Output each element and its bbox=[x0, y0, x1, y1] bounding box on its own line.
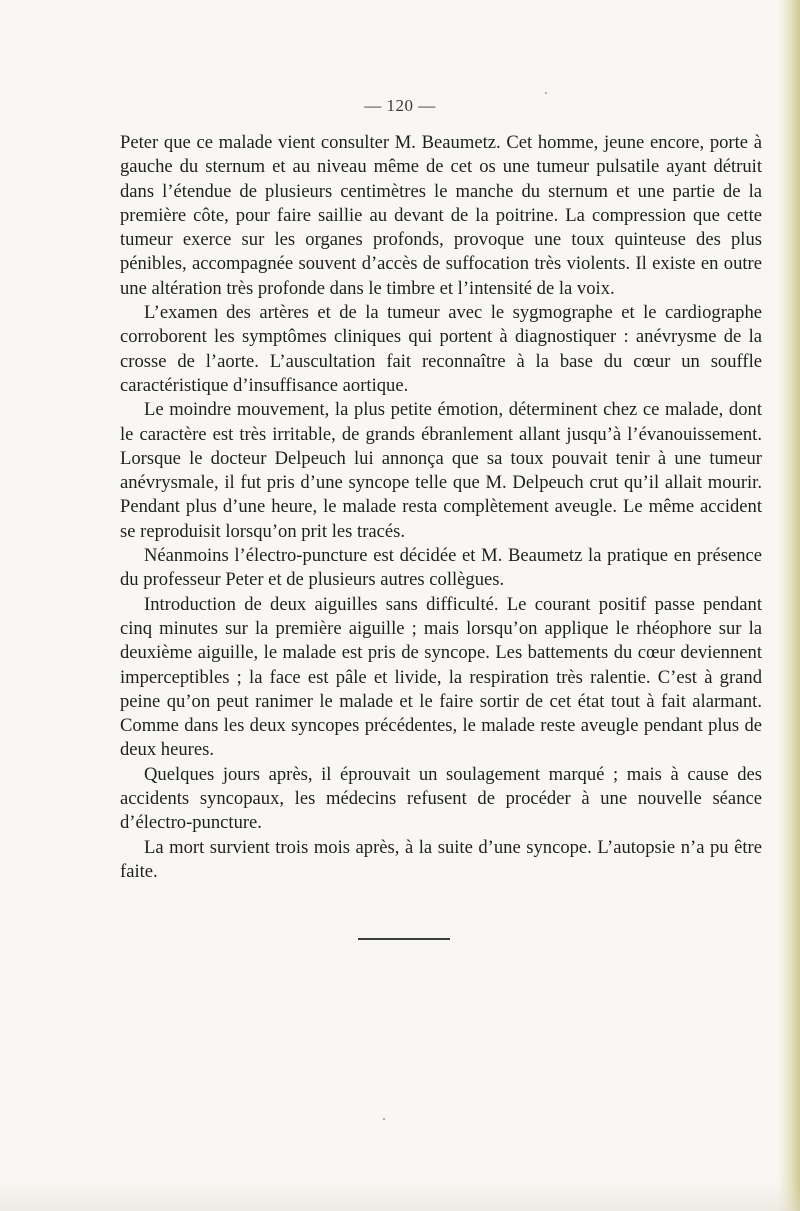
page-number: — 120 — bbox=[364, 96, 436, 115]
paragraph-7: La mort survient trois mois après, à la suite d’une syncope. L’autopsie n’a pu être faite. bbox=[120, 836, 762, 882]
paragraph-4: Néanmoins l’électro-puncture est décidée et M. Beaumetz la pratique en présence du professeur Peter et de plusieurs autres collègues. bbox=[120, 545, 762, 591]
end-rule bbox=[358, 938, 450, 940]
page-edge-shadow bbox=[778, 0, 800, 1211]
paper-speck bbox=[383, 1118, 385, 1120]
paper-speck bbox=[545, 92, 547, 94]
paragraph-2: L’examen des artères et de la tumeur avec le sygmographe et le cardiographe corroborent les symptômes cliniques qui portent à diagnostiquer : anévrysme de la crosse de l’aorte. L’auscultation fait reconnaître à la base du cœur un souffle caractéristique d’insuffisance aortique. bbox=[120, 302, 762, 396]
paragraph-1: Peter que ce malade vient consulter M. Beaumetz. Cet homme, jeune encore, porte à gauche du sternum et au niveau même de cet os une tumeur pulsatile ayant détruit dans l’étendue de plusieurs centimètres le manche du sternum et une partie de la première côte, pour faire saillie au devant de la poitrine. La compression que cette tumeur exerce sur les organes profonds, provoque une toux quinteuse des plus pénibles, accompagnée souvent d’accès de suffocation très violents. Il existe en outre une altération très profonde dans le timbre et l’intensité de la voix. bbox=[120, 132, 762, 299]
paragraph-5: Introduction de deux aiguilles sans difficulté. Le courant positif passe pendant cinq minutes sur la première aiguille ; mais lorsqu’on applique le rhéophore sur la deuxième aiguille, le malade est pris de syncope. Les battements du cœur deviennent imperceptibles ; la face est pâle et livide, la respiration très ralentie. C’est à grand peine qu’on peut ranimer le malade et le faire sortir de cet état tout à fait alarmant. Comme dans les deux syncopes précédentes, le malade reste aveugle pendant plus de deux heures. bbox=[120, 593, 762, 761]
body-text bbox=[120, 131, 762, 884]
paragraph-3: Le moindre mouvement, la plus petite émotion, déterminent chez ce malade, dont le caractère est très irritable, de grands ébranlement allant jusqu’à l’évanouissement. Lorsque le docteur Delpeuch lui annonça que sa toux pouvait tenir à une tumeur anévrysmale, il fut pris d’une syncope telle que M. Delpeuch crut qu’il allait mourir. Pendant plus d’une heure, le malade resta complètement aveugle. Le même accident se reproduisit lorsqu’on prit les tracés. bbox=[120, 399, 762, 542]
paragraph-6: Quelques jours après, il éprouvait un soulagement marqué ; mais à cause des accidents syncopaux, les médecins refusent de procéder à une nouvelle séance d’électro-puncture. bbox=[120, 763, 762, 834]
page-bottom-shadow bbox=[0, 1181, 800, 1211]
